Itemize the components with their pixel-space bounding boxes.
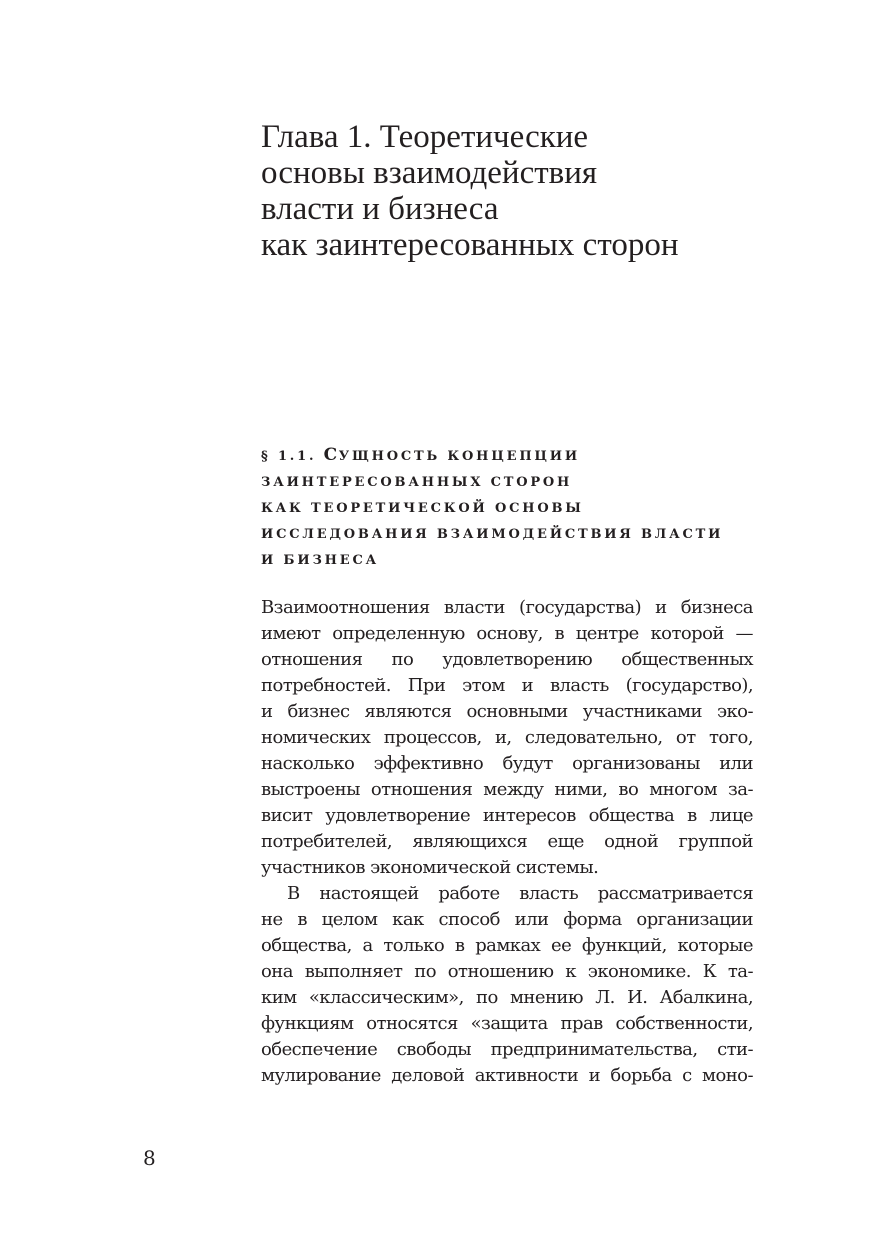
chapter-title-line: власти и бизнеса [261,191,499,227]
section-heading-line: ЗАИНТЕРЕСОВАННЫХ СТОРОН [261,475,573,490]
text-line: потребностей. При этом и власть (государство), [261,675,753,696]
text-line: она выполняет по отношению к экономике. К та- [261,961,753,982]
text-line: общества, а только в рамках ее функций, которые [261,935,753,956]
text-line: и бизнес являются основными участниками эко- [261,701,753,722]
text-line: ким «классическим», по мнению Л. И. Абалкина, [261,987,753,1008]
chapter-title-line: основы взаимодействия [261,155,598,191]
page-number: 8 [143,1146,156,1170]
text-line: номических процессов, и, следовательно, от того, [261,727,753,748]
text-line: насколько эффективно будут организованы или [261,753,753,774]
text-line: выстроены отношения между ними, во многом за- [261,779,753,800]
text-line: висит удовлетворение интересов общества в лице [261,805,753,826]
section-heading-line: И БИЗНЕСА [261,553,379,568]
text-line: мулирование деловой активности и борьба с моно- [261,1065,753,1086]
paragraph-2 [261,881,753,1089]
text-line: функциям относятся «защита прав собственности, [261,1013,753,1034]
section-heading [261,442,761,574]
chapter-title-line: как заинтересованных сторон [261,227,679,263]
text-line: обеспечение свободы предпринимательства, сти- [261,1039,753,1060]
text-line: В настоящей работе власть рассматривается [287,883,753,904]
section-heading-line: ИССЛЕДОВАНИЯ ВЗАИМОДЕЙСТВИЯ ВЛАСТИ [261,527,724,542]
body-text [261,595,753,1089]
text-line: имеют определенную основу, в центре которой — [261,623,753,644]
paragraph-1 [261,595,753,881]
chapter-title-line: Глава 1. Теоретические [261,119,589,155]
text-line: отношения по удовлетворению общественных [261,649,753,670]
text-line: Взаимоотношения власти (государства) и бизнеса [261,597,753,618]
text-line: потребителей, являющихся еще одной группой [261,831,753,852]
chapter-title [261,119,781,263]
text-line: участников экономической системы. [261,857,599,878]
text-line: не в целом как способ или форма организации [261,909,753,930]
section-heading-line: § 1.1. СУЩНОСТЬ КОНЦЕПЦИИ [261,445,580,465]
section-heading-line: КАК ТЕОРЕТИЧЕСКОЙ ОСНОВЫ [261,501,584,516]
